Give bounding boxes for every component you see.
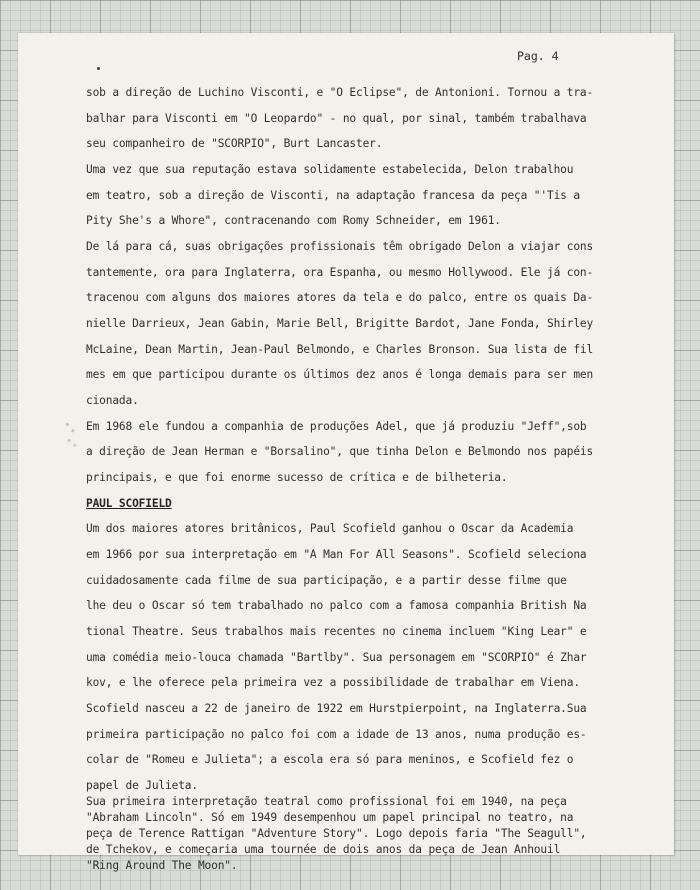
text-line: tracenou com alguns dos maiores atores da tela e do palco, entre os quais Da- [86, 291, 594, 304]
text-line: de Tchekov, e começaria uma tournée de dois anos da peça de Jean Anhouil [86, 843, 561, 856]
text-line: balhar para Visconti em "O Leopardo" - no qual, por sinal, também trabalhava [86, 112, 587, 125]
text-line: "Abraham Lincoln". Só em 1949 desempenhou um papel principal no teatro, na [86, 811, 574, 824]
text-line: em teatro, sob a direção de Visconti, na adaptação francesa da peça "'Tis a [86, 189, 580, 202]
text-line: kov, e lhe oferece pela primeira vez a possibilidade de trabalhar em Viena. [86, 676, 580, 689]
text-line: Uma vez que sua reputação estava solidamente estabelecida, Delon trabalhou [86, 163, 574, 176]
text-line: papel de Julieta. [86, 779, 198, 792]
page-number: Pag. 4 [517, 49, 559, 63]
text-line: De lá para cá, suas obrigações profissionais têm obrigado Delon a viajar cons [86, 240, 594, 253]
text-line: a direção de Jean Herman e "Borsalino", que tinha Delon e Belmondo nos papéis [86, 445, 594, 458]
text-line: cuidadosamente cada filme de sua participação, e a partir desse filme que [86, 574, 567, 587]
text-line: Um dos maiores atores britânicos, Paul Scofield ganhou o Oscar da Academia [86, 522, 574, 535]
text-line: "Ring Around The Moon". [86, 859, 238, 872]
text-line: cionada. [86, 394, 139, 407]
text-line: primeira participação no palco foi com a idade de 13 anos, numa produção es- [86, 728, 587, 741]
text-line: lhe deu o Oscar só tem trabalhado no palco com a famosa companhia British Na [86, 599, 587, 612]
typewriter-mark [97, 67, 100, 70]
section-heading: PAUL SCOFIELD [86, 497, 172, 510]
text-line: nielle Darrieux, Jean Gabin, Marie Bell, Brigitte Bardot, Jane Fonda, Shirley [86, 317, 594, 330]
text-line: principais, e que foi enorme sucesso de crítica e de bilheteria. [86, 471, 508, 484]
text-line: tional Theatre. Seus trabalhos mais recentes no cinema incluem "King Lear" e [86, 625, 587, 638]
text-line: Pity She's a Whore", contracenando com Romy Schneider, em 1961. [86, 214, 501, 227]
text-line: em 1966 por sua interpretação em "A Man For All Seasons". Scofield seleciona [86, 548, 587, 561]
text-line: Scofield nasceu a 22 de janeiro de 1922 em Hurstpierpoint, na Inglaterra.Sua [86, 702, 587, 715]
text-line: seu companheiro de "SCORPIO", Burt Lancaster. [86, 137, 383, 150]
text-line: Em 1968 ele fundou a companhia de produções Adel, que já produziu "Jeff",sob [86, 420, 587, 433]
text-line: mes em que participou durante os últimos dez anos é longa demais para ser men [86, 368, 594, 381]
text-line: peça de Terence Rattigan "Adventure Story". Logo depois faria "The Seagull", [86, 827, 587, 840]
text-line: McLaine, Dean Martin, Jean-Paul Belmondo, e Charles Bronson. Sua lista de fil [86, 343, 594, 356]
text-line: colar de "Romeu e Julieta"; a escola era só para meninos, e Scofield fez o [86, 753, 574, 766]
text-line: tantemente, ora para Inglaterra, ora Espanha, ou mesmo Hollywood. Ele já con- [86, 266, 594, 279]
text-line: uma comédia meio-louca chamada "Bartlby". Sua personagem em "SCORPIO" é Zhar [86, 651, 587, 664]
text-line: Sua primeira interpretação teatral como profissional foi em 1940, na peça [86, 795, 567, 808]
ink-smudge [62, 418, 80, 450]
text-line: sob a direção de Luchino Visconti, e "O Eclipse", de Antonioni. Tornou a tra- [86, 86, 594, 99]
